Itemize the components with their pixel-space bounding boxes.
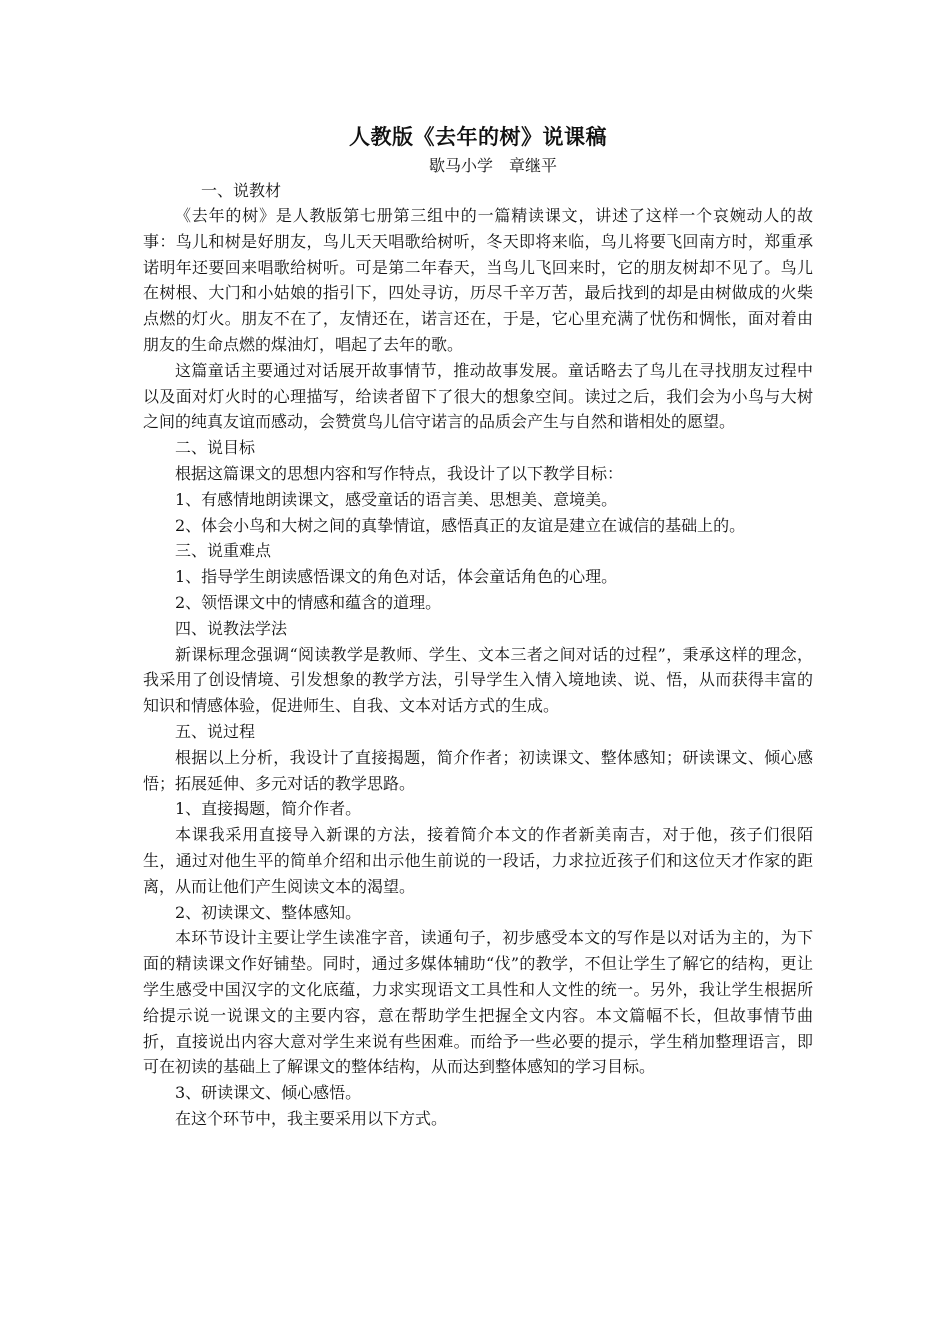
paragraph: 1、直接揭题，简介作者。 xyxy=(175,799,362,819)
paragraph: 2、领悟课文中的情感和蕴含的道理。 xyxy=(175,592,442,612)
section-heading: 四、说教法学法 xyxy=(175,618,288,638)
paragraph: 根据这篇课文的思想内容和写作特点，我设计了以下教学目标： xyxy=(175,463,624,483)
document-title: 人教版《去年的树》说课稿 xyxy=(349,124,607,149)
section-heading: 二、说目标 xyxy=(175,438,256,458)
paragraph: 2、初读课文、整体感知。 xyxy=(175,902,362,922)
paragraph: 3、研读课文、倾心感悟。 xyxy=(175,1083,362,1103)
paragraph: 《去年的树》是人教版第七册第三组中的一篇精读课文，讲述了这样一个哀婉动人的故事：鸟儿和树是好朋友，鸟儿天天唱歌给树听，冬天即将来临，鸟儿将要飞回南方时，郑重承诺明年还要回来唱歌给树听。可是第二年春天，当鸟儿飞回来时，它的朋友树却不见了。鸟儿在树根、大门和小姑娘的指引下，四处寻访，历尽千辛万苦，最后找到的却是由树做成的火柴点燃的灯火。朋友不在了，友情还在，诺言还在，于是，它心里充满了忧伤和惆怅，面对着由朋友的生命点燃的煤油灯，唱起了去年的歌。 xyxy=(143,206,813,354)
section-heading: 五、说过程 xyxy=(175,721,256,741)
section-heading: 三、说重难点 xyxy=(175,541,272,561)
author-byline: 歇马小学 章继平 xyxy=(428,156,557,175)
paragraph: 1、有感情地朗读课文，感受童话的语言美、思想美、意境美。 xyxy=(175,489,618,509)
paragraph: 本环节设计主要让学生读准字音，读通句子，初步感受本文的写作是以对话为主的，为下面的精读课文作好铺垫。同时，通过多媒体辅助“伐”的教学，不但让学生了解它的结构，更让学生感受中国汉字的文化底蕴，力求实现语文工具性和人文性的统一。另外，我让学生根据所给提示说一说课文的主要内容，意在帮助学生把握全文内容。本文篇幅不长，但故事情节曲折，直接说出内容大意对学生来说有些困难。而给予一些必要的提示，学生稍加整理语言，即可在初读的基础上了解课文的整体结构，从而达到整体感知的学习目标。 xyxy=(143,928,813,1077)
paragraph: 根据以上分析，我设计了直接揭题，简介作者；初读课文、整体感知；研读课文、倾心感悟；拓展延伸、多元对话的教学思路。 xyxy=(143,747,813,793)
paragraph: 这篇童话主要通过对话展开故事情节，推动故事发展。童话略去了鸟儿在寻找朋友过程中以及面对灯火时的心理描写，给读者留下了很大的想象空间。读过之后，我们会为小鸟与大树之间的纯真友谊而感动，会赞赏鸟儿信守诺言的品质会产生与自然和谐相处的愿望。 xyxy=(143,360,813,432)
paragraph: 本课我采用直接导入新课的方法，接着简介本文的作者新美南吉，对于他，孩子们很陌生，通过对他生平的简单介绍和出示他生前说的一段话，力求拉近孩子们和这位天才作家的距离，从而让他们产生阅读文本的渴望。 xyxy=(143,825,813,896)
paragraph: 在这个环节中，我主要采用以下方式。 xyxy=(175,1108,448,1128)
paragraph: 1、指导学生朗读感悟课文的角色对话，体会童话角色的心理。 xyxy=(175,567,618,587)
paragraph: 新课标理念强调“阅读教学是教师、学生、文本三者之间对话的过程”，秉承这样的理念，我采用了创设情境、引发想象的教学方法，引导学生入情入境地读、说、悟，从而获得丰富的知识和情感体验，促进师生、自我、文本对话方式的生成。 xyxy=(143,644,813,716)
section-heading: 一、说教材 xyxy=(201,181,282,200)
paragraph: 2、体会小鸟和大树之间的真挚情谊，感悟真正的友谊是建立在诚信的基础上的。 xyxy=(175,515,746,535)
document-body xyxy=(143,120,813,1132)
document-text xyxy=(143,178,813,1132)
